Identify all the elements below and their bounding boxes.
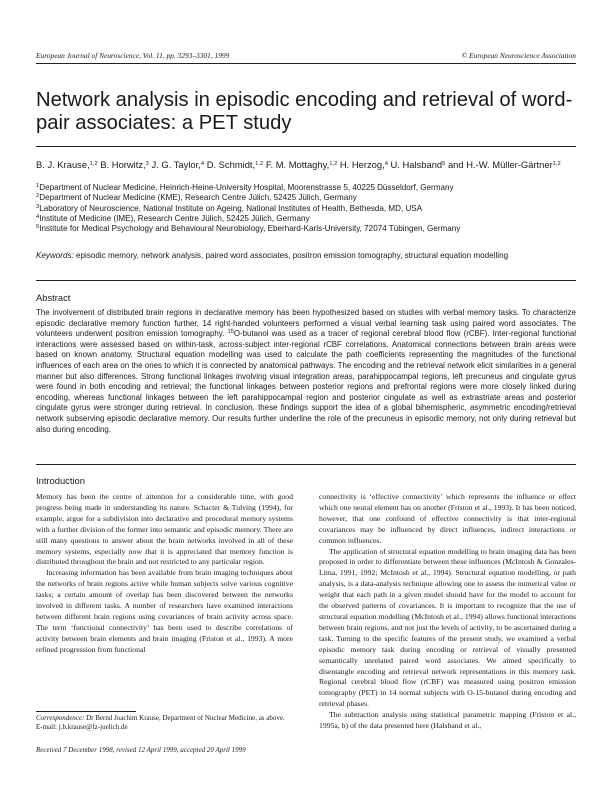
affiliation-item <box>36 193 576 203</box>
header-divider <box>36 63 576 64</box>
author-name: U. Halsband <box>390 159 443 170</box>
author-name: B. J. Krause, <box>36 159 90 170</box>
body-paragraph: The subtraction analysis using statistical parametric mapping (Friston et al., 1995a, b) of the data presented here (Halsband et al., <box>319 710 576 731</box>
body-paragraph: Increasing information has been available from brain imaging techniques about the networks of brain regions active while human subjects solve various cognitive tasks; a certain amount of overlap has been discovered between the networks involved in different tasks. A number of researchers have examined interactions between different brain regions using covariances of brain activity across space. The term ‘functional connectivity’ has been used to describe correlations of activity between brain elements and brain imaging (Friston et al., 1993). A more refined progression from functional <box>36 568 293 654</box>
affiliation-number: 1 <box>36 183 40 189</box>
affiliation-number: 4 <box>36 214 40 221</box>
author-affiliation-mark: 4 <box>384 161 388 167</box>
author-affiliation-mark: 3 <box>145 161 149 167</box>
author-name: B. Horwitz, <box>100 159 146 170</box>
correspondence-label: Correspondence: <box>36 714 85 722</box>
body-paragraph: connectivity is ‘effective connectivity’ which represents the influence or effect which one neural element has on another (Friston et al., 1993). It has been noticed, however, that one confound of effective connectivity is that inter-regional covariances may be influenced by direct influences, indirect interactions or common influences. <box>319 492 576 545</box>
keywords-divider <box>36 280 576 281</box>
body-paragraph: Memory has been the centre of attention for a considerable time, with good progress being made in understanding its nature. Schacter & Tulving (1994), for example, argue for a subdivision into declarative and procedural memory systems with a further division of the former into semantic and episodic memory. There are still many questions to answer about the brain networks involved in all of these memory systems, especially now that it is appreciated that memory function is distributed throughout the brain and not restricted to any particular region. <box>36 492 293 567</box>
title-divider <box>36 146 576 147</box>
author-affiliation-mark: 1,2 <box>89 161 98 167</box>
author-name: J. G. Taylor, <box>151 159 201 170</box>
correspondence-text: Dr Bernd Joachim Krause, Department of Nuclear Medicine, as above. <box>84 714 285 722</box>
affiliation-text: Laboratory of Neuroscience, National Institute on Ageing, National Institutes of Health, Bethesda, MD, USA <box>39 203 423 213</box>
affiliation-text: Institute for Medical Psychology and Behavioural Neurobiology, Eberhard-Karls-University, 72074 Tübingen, Germany <box>39 224 461 234</box>
body-paragraph: The application of structural equation modelling to brain imaging data has been proposed in order to differentiate between these influences (McIntosh & Gonzales-Lima, 1991, 1992; McIntosh et al., 1994). Structural equation modelling, or path analysis, is a data-analysis technique allowing one to assess the numerical value or weight that each path in a given model should have for the model to account for the observed patterns of covariances. It is important to recognize that the use of structural equation modelling (McIntosh et al., 1994) allows functional interactions between brain regions, and not just the levels of activity, to be ascertained during a task. Turning to the specific features of the present study, we examined a verbal episodic memory task during encoding or retrieval of visually presented semantically unrelated paired word associates. We aimed specifically to disentangle encoding and retrieval network representations in this memory task. Regional cerebral blood flow (rCBF) was measured using positron emission tomography (PET) in 14 normal subjects with O-15-butanol during encoding and retrieval phases. <box>319 546 576 709</box>
correspondence-email: E-mail: j.b.krause@fz-juelich.de <box>36 723 128 732</box>
keywords-block <box>36 251 576 261</box>
affiliation-number: 3 <box>36 203 40 210</box>
affiliation-item <box>36 183 576 193</box>
author-affiliation-mark: 5 <box>442 161 446 167</box>
affiliation-text: Department of Nuclear Medicine (KME), Research Centre Jülich, 52425 Jülich, Germany <box>39 193 357 203</box>
journal-citation: European Journal of Neuroscience, Vol. 11, pp. 3293–3301, 1999 <box>36 51 230 60</box>
author-name: F. M. Mottaghy, <box>265 159 330 170</box>
abstract-heading: Abstract <box>36 292 71 303</box>
affiliation-number: 5 <box>36 224 40 231</box>
affiliation-item <box>36 204 576 214</box>
footnote-divider <box>36 711 136 712</box>
author-affiliation-mark: 1,2 <box>255 161 264 167</box>
introduction-heading: Introduction <box>36 475 85 486</box>
intro-column-right <box>319 492 576 732</box>
publisher-association: © European Neuroscience Association <box>461 51 576 60</box>
author-name: H. Herzog, <box>339 159 385 170</box>
affiliation-list <box>36 183 576 235</box>
author-list: B. J. Krause,$^{1,2}$ B. Horwitz,$^3$ J. G. Taylor,$^4$ D. Schmidt,$^{1,2}$ F. M. Mottaghy,$^{1,2}$ H. Herzog,$^4$ U. Halsband$^5$ and H.-W. Müller-Gärtner$^{1,2}$ <box>36 159 561 170</box>
author-affiliation-mark: 1,2 <box>329 161 338 167</box>
abstract-text: The involvement of distributed brain regions in declarative memory has been hypothesized based on studies with verbal memory tasks. To characterize episodic declarative memory function further, 14 right-handed volunteers performed a visual verbal learning task using paired word associates. The volunteers underwent positron emission tomography. $^{15}$O-butanol was used as a tracer of regional cerebral blood flow (rCBF). Inter-regional functional interactions were assessed based on within-task, across-subject inter-regional rCBF correlations. Anatomical connections between brain areas were based on known anatomy. Structural equation modelling was used to calculate the path coefficients representing the magnitudes of the functional influences of each area on the ones to which it is connected by anatomical pathways. The encoding and the retrieval network elicit similarities in a general manner but also differences. Strong functional linkages involving visual integration areas, parahippocampal regions, left precuneus and cingulate gyrus were found in both encoding and retrieval; the functional linkages between posterior regions and prefrontal regions were more closely linked during encoding, whereas functional linkages between the left parahippocampal region and posterior cingulate as well as extrastriate areas and posterior cingulate gyrus were stronger during retrieval. In conclusion, these findings support the idea of a global bihemispheric, asymmetric encoding/retrieval network subserving episodic declarative memory. Our results further underline the role of the precuneus in episodic memory, not only during retrieval but also during encoding. <box>36 308 576 434</box>
correspondence-footnote <box>36 714 293 733</box>
keywords-text: episodic memory, network analysis, paired word associates, positron emission tomography, structural equation modelling <box>76 251 509 260</box>
keywords-label: Keywords: <box>36 251 74 260</box>
author-affiliation-mark: 1,2 <box>552 161 561 167</box>
author-name: H.-W. Müller-Gärtner <box>466 159 553 170</box>
affiliation-number: 2 <box>36 193 40 200</box>
affiliation-text: Institute of Medicine (IME), Research Centre Jülich, 52425 Jülich, Germany <box>39 214 310 224</box>
author-name: D. Schmidt, <box>206 159 256 170</box>
affiliation-text: Department of Nuclear Medicine, Heinrich-Heine-University Hospital, Moorenstrasse 5, 40225 Düsseldorf, Germany <box>39 183 454 192</box>
affiliation-item <box>36 224 576 234</box>
article-title: Network analysis in episodic encoding and retrieval of word-pair associates: a PET study <box>36 89 573 134</box>
affiliation-item <box>36 214 576 224</box>
isotope-mass: 15 <box>227 329 234 336</box>
abstract-divider <box>36 464 576 465</box>
author-affiliation-mark: 4 <box>200 161 205 167</box>
received-dates: Received 7 December 1998, revised 12 April 1999, accepted 20 April 1999 <box>36 746 246 754</box>
intro-column-left <box>36 492 293 656</box>
